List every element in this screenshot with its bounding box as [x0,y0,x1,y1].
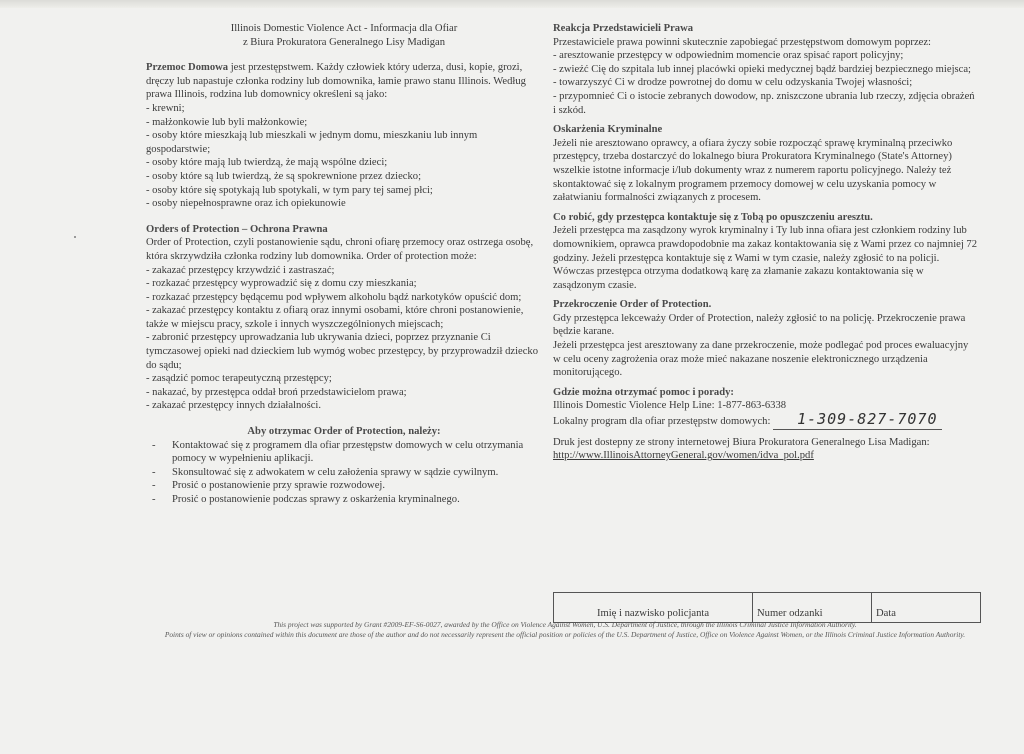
left-column [146,22,542,507]
criminal-charges-heading: Oskarżenia Kryminalne [553,124,663,136]
order-power-item: - rozkazać przestępcy wyprowadzić się z domu czy mieszkania; [146,278,417,290]
family-item: - osoby które mieszkają lub mieszkali w jednym domu, mieszkaniu lub innym gospodarstwie; [146,130,478,155]
family-item: - osoby niepełnosprawne oraz ich opiekunowie [146,198,346,210]
family-item: - małżonkowie lub byli małżonkowie; [146,116,308,128]
scan-top-edge [0,0,1024,8]
family-item: - krewni; [146,102,185,114]
obtain-order-item: - Prosić o postanowienie przy sprawie rozwodowej. [172,479,542,493]
family-item: - osoby które są lub twierdzą, że są spokrewnione przez dziecko; [146,170,422,182]
funding-footer [150,620,980,640]
scan-speck [74,236,76,238]
obtain-order-heading: Aby otrzymac Order of Protection, należy: [247,426,441,438]
family-item: - osoby które mają lub twierdzą, że mają wspólne dzieci; [146,157,388,169]
order-power-item: - zasądzić pomoc terapeutyczną przestępcy; [146,373,332,385]
family-item: - osoby które się spotykają lub spotykali, w tym pary tej samej płci; [146,184,433,196]
obtain-order-item: - Prosić o postanowienie podczas sprawy z oskarżenia kryminalnego. [172,493,542,507]
right-column [553,22,978,463]
orders-of-protection-heading: Orders of Protection – Ochrona Prawna [146,223,328,235]
header-line-2: z Biura Prokuratora Generalnego Lisy Madigan [242,36,446,48]
police-duty-item: - zwieźć Cię do szpitala lub innej placówki opieki medycznej bądź bardziej bezpiecznego miejsca; [553,63,971,75]
police-duties-list [553,49,978,117]
order-powers-list [146,264,542,414]
criminal-charges-text: Jeżeli nie aresztowano oprawcy, a ofiara życzy sobie rozpocząć sprawę kryminalną przeciwko przestępcy, trzeba dostarczyć do lokalnego biura Prokuratora Kryminalnego (State's Attorney) wszelkie istotne informacje i/lub dokumenty wraz z numerem raportu policyjnego. Należy też skontaktować się z lokalnym programem przemocy domowej w celu uzyskania pomocy w załatwianiu formalności związanych z procesem. [553,137,953,204]
order-power-item: - rozkazać przestępcy będącemu pod wpływem alkoholu bądź narkotyków opuścić dom; [146,291,522,303]
orders-of-protection-text: Order of Protection, czyli postanowienie sądu, chroni ofiarę przemocy oraz ostrzega osobę, która skrzywdziła członka rodziny lub domownika. Order of protection może: [146,237,534,262]
order-power-item: - zakazać przestępcy krzywdzić i zastraszać; [146,264,335,276]
footer-line-2: Points of view or opinions contained within this document are those of the author and do not necessarily represent the official position or policies of the U.S. Department of Justice, Office on Violence Against Women, or the Illinois Criminal Justice Information Authority. [164,630,966,639]
officer-name-field[interactable]: Imię i nazwisko policjanta [554,593,753,623]
helpline-number: Illinois Domestic Violence Help Line: 1-877-863-6338 [553,400,787,412]
order-power-item: - zakazać przestępcy kontaktu z ofiarą oraz innymi osobami, które chroni postanowienie, także w miejscu pracy, szkole i innych wyszczególnionych miejscach; [146,305,524,330]
violation-heading: Przekroczenie Order of Protection. [553,299,712,311]
obtain-order-list [146,439,542,507]
family-list [146,102,542,211]
local-program-phone: 1-309-827-7070 [797,410,938,429]
domestic-violence-heading: Przemoc Domowa [146,62,229,74]
print-availability-text: Druk jest dostepny ze strony internetowej Biura Prokuratora Generalnego Lisa Madigan: [553,436,930,448]
violation-text-2: Jeżeli przestępca jest aresztowany za dane przekroczenie, może podlegać pod proces ewaluacyjny w celu oceny zagrożenia oraz może mieć nakazane noszenie elektronicznego urządzenia monitorującego. [553,340,969,379]
domestic-violence-text: jest przestępstwem. Każdy człowiek który uderza, dusi, kopie, grozi, dręczy lub napastuje członka rodziny lub domownika, łamie prawo stanu Illinois. Według prawa Illinois, rodzina lub domownicy określeni są jako: [146,62,526,101]
help-heading: Gdzie można otrzymać pomoc i porady: [553,386,734,398]
violation-text-1: Gdy przestępca lekceważy Order of Protection, należy zgłosić to na policję. Przekroczenie prawa będzie karane. [553,312,966,338]
police-response-text: Przestawiciele prawa powinni skutecznie zapobiegać przestępstwom domowym poprzez: [553,36,932,48]
police-duty-item: - aresztowanie przestępcy w odpowiednim momencie oraz spisać raport policyjny; [553,50,904,62]
order-power-item: - nakazać, by przestępca oddał broń przedstawicielom prawa; [146,386,407,398]
order-power-item: - zabronić przestępcy uprowadzania lub ukrywania dzieci, poprzez przyznanie Ci tymczasowej opieki nad dzieckiem lub wymóg wobec przestępcy, by przyprowadził dziecko do sądu; [146,332,539,371]
police-duty-item: - przypomnieć Ci o istocie zebranych dowodow, np. zniszczone ubrania lub rzeczy, zdjęcia obrażeń i szkód. [553,90,975,116]
police-duty-item: - towarzyszyć Ci w drodze powrotnej do domu w celu odzyskania Twojej własności; [553,77,913,89]
header-line-1: Illinois Domestic Violence Act - Informacja dla Ofiar [230,23,458,34]
local-program-label: Lokalny program dla ofiar przestępstw domowych: [553,416,771,428]
domestic-violence-paragraph [146,61,542,102]
date-field[interactable]: Data [872,593,981,623]
local-program-phone-field [773,410,941,430]
badge-number-field[interactable]: Numer odzanki [753,593,872,623]
offender-contact-heading: Co robić, gdy przestępca kontaktuje się z Tobą po opuszczeniu aresztu. [553,211,873,223]
obtain-order-item: - Kontaktować się z programem dla ofiar przestępstw domowych w celu otrzymania pomocy w wypełnieniu aplikacji. [172,439,542,466]
obtain-order-item: - Skonsultować się z adwokatem w celu założenia sprawy w sądzie cywilnym. [172,466,542,480]
order-power-item: - zakazać przestępcy innych działalności. [146,400,321,412]
attorney-general-link[interactable]: http://www.IllinoisAttorneyGeneral.gov/women/idva_pol.pdf [553,450,814,462]
local-program-row [553,410,978,430]
footer-line-1: This project was supported by Grant #2009-EF-S6-0027, awarded by the Office on Violence Against Women, U.S. Department of Justice, through the Illinois Criminal Justice Information Authority. [273,620,857,629]
police-response-heading: Reakcja Przedstawicieli Prawa [553,23,694,34]
offender-contact-text: Jeżeli przestępca ma zasądzony wyrok kryminalny i Ty lub inna ofiara jest członkiem rodziny lub domownikiem, oprawca prawdopodobnie ma zakaz kontaktowania się z Wami przez co najmniej 72 godziny. Jeżeli przestępca kontaktuje się z Wami w tym czasie, należy zgłosić to na policji. Wówczas przestępca otrzyma dodatkową karę za złamanie zakazu kontaktowania się w zasądzonym czasie. [553,225,978,291]
officer-info-table [553,592,981,623]
